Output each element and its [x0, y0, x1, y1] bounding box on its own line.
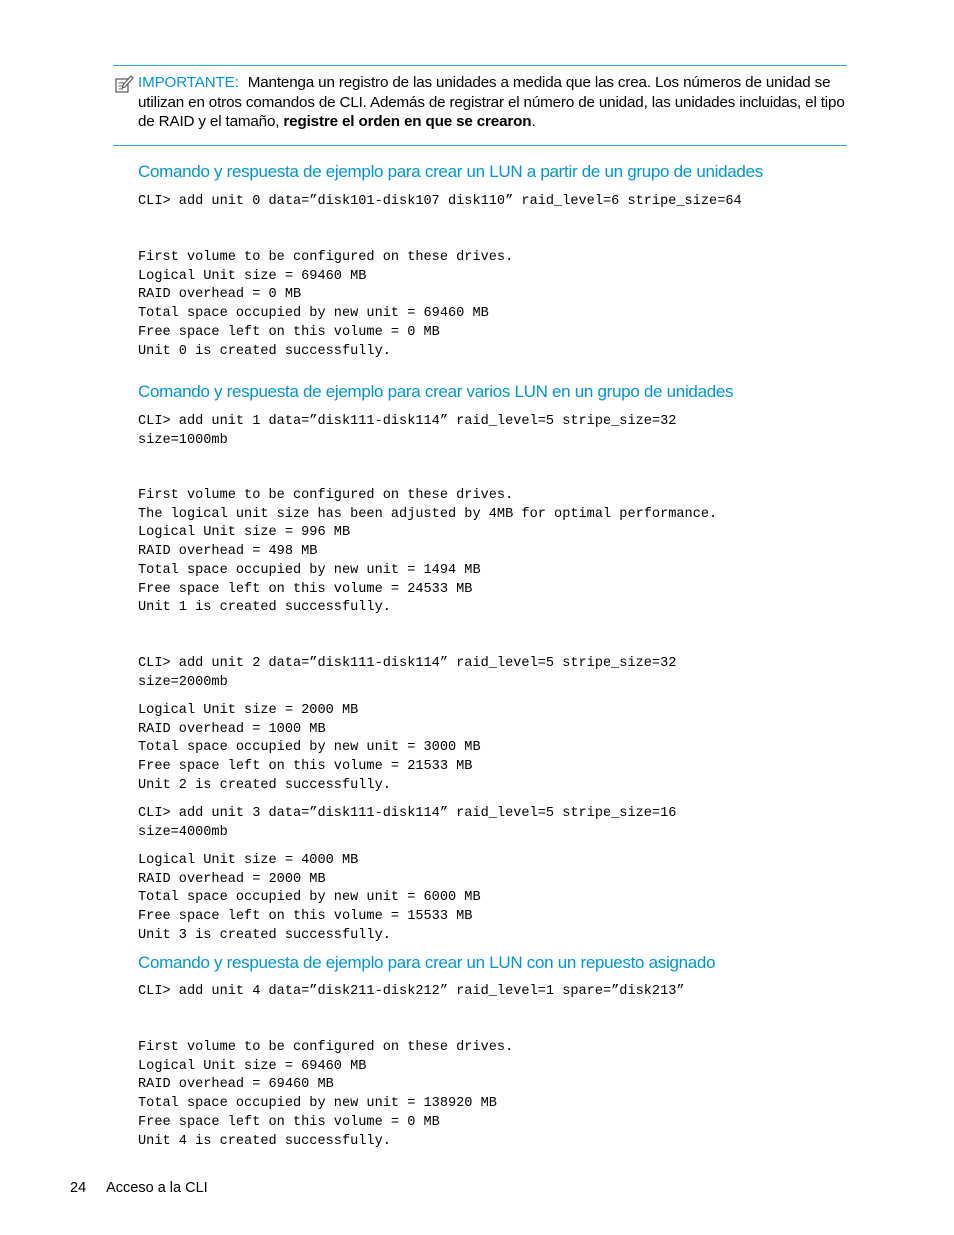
note-text: Mantenga un registro de las unidades a medida que las crea. Los números de unidad se utilizan en otros comandos de CLI. Además de registrar el número de unidad, las unidades incluidas, el tipo de RAID y el tamaño, [138, 74, 845, 130]
footer-section: Acceso a la CLI [106, 1180, 208, 1196]
page-number: 24 [70, 1180, 87, 1196]
response-unit-2: Logical Unit size = 2000 MB RAID overhead = 1000 MB Total space occupied by new unit = 3000 MB Free space left on this volume = 21533 MB Unit 2 is created successfully. [138, 703, 481, 793]
note-pencil-icon [114, 74, 134, 94]
section-heading-2: Comando y respuesta de ejemplo para crear varios LUN en un grupo de unidades [138, 382, 734, 401]
note-end: . [531, 113, 536, 130]
command-unit-2: CLI> add unit 2 data=”disk111-disk114” raid_level=5 stripe_size=32 size=2000mb [138, 656, 677, 690]
command-unit-4: CLI> add unit 4 data=”disk211-disk212” raid_level=1 spare=”disk213” [138, 984, 685, 999]
note-top-rule [113, 65, 847, 66]
important-note [138, 73, 850, 132]
note-bold-text: registre el orden en que se crearon [283, 113, 532, 130]
response-unit-3: Logical Unit size = 4000 MB RAID overhead = 2000 MB Total space occupied by new unit = 6000 MB Free space left on this volume = 15533 MB Unit 3 is created successfully. [138, 853, 481, 943]
command-unit-1: CLI> add unit 1 data=”disk111-disk114” raid_level=5 stripe_size=32 size=1000mb [138, 414, 677, 448]
note-bottom-rule [113, 145, 847, 146]
response-unit-1: First volume to be configured on these drives. The logical unit size has been adjusted by 4MB for optimal performance. Logical Unit size = 996 MB RAID overhead = 498 MB Total space occupied by new unit = 1494 MB Free space left on this volume = 24533 MB Unit 1 is created successfully. [138, 488, 718, 616]
section-heading-1: Comando y respuesta de ejemplo para crear un LUN a partir de un grupo de unidades [138, 162, 763, 181]
response-unit-0: First volume to be configured on these drives. Logical Unit size = 69460 MB RAID overhead = 0 MB Total space occupied by new unit = 69460 MB Free space left on this volume = 0 MB Unit 0 is created successfully. [138, 250, 514, 359]
command-unit-0: CLI> add unit 0 data=”disk101-disk107 disk110” raid_level=6 stripe_size=64 [138, 194, 742, 209]
section-heading-3: Comando y respuesta de ejemplo para crear un LUN con un repuesto asignado [138, 953, 716, 972]
response-unit-4: First volume to be configured on these drives. Logical Unit size = 69460 MB RAID overhead = 69460 MB Total space occupied by new unit = 138920 MB Free space left on this volume = 0 MB Unit 4 is created successfully. [138, 1040, 514, 1149]
page-footer [70, 1180, 208, 1196]
note-label: IMPORTANTE: [138, 74, 239, 91]
command-unit-3: CLI> add unit 3 data=”disk111-disk114” raid_level=5 stripe_size=16 size=4000mb [138, 806, 677, 840]
